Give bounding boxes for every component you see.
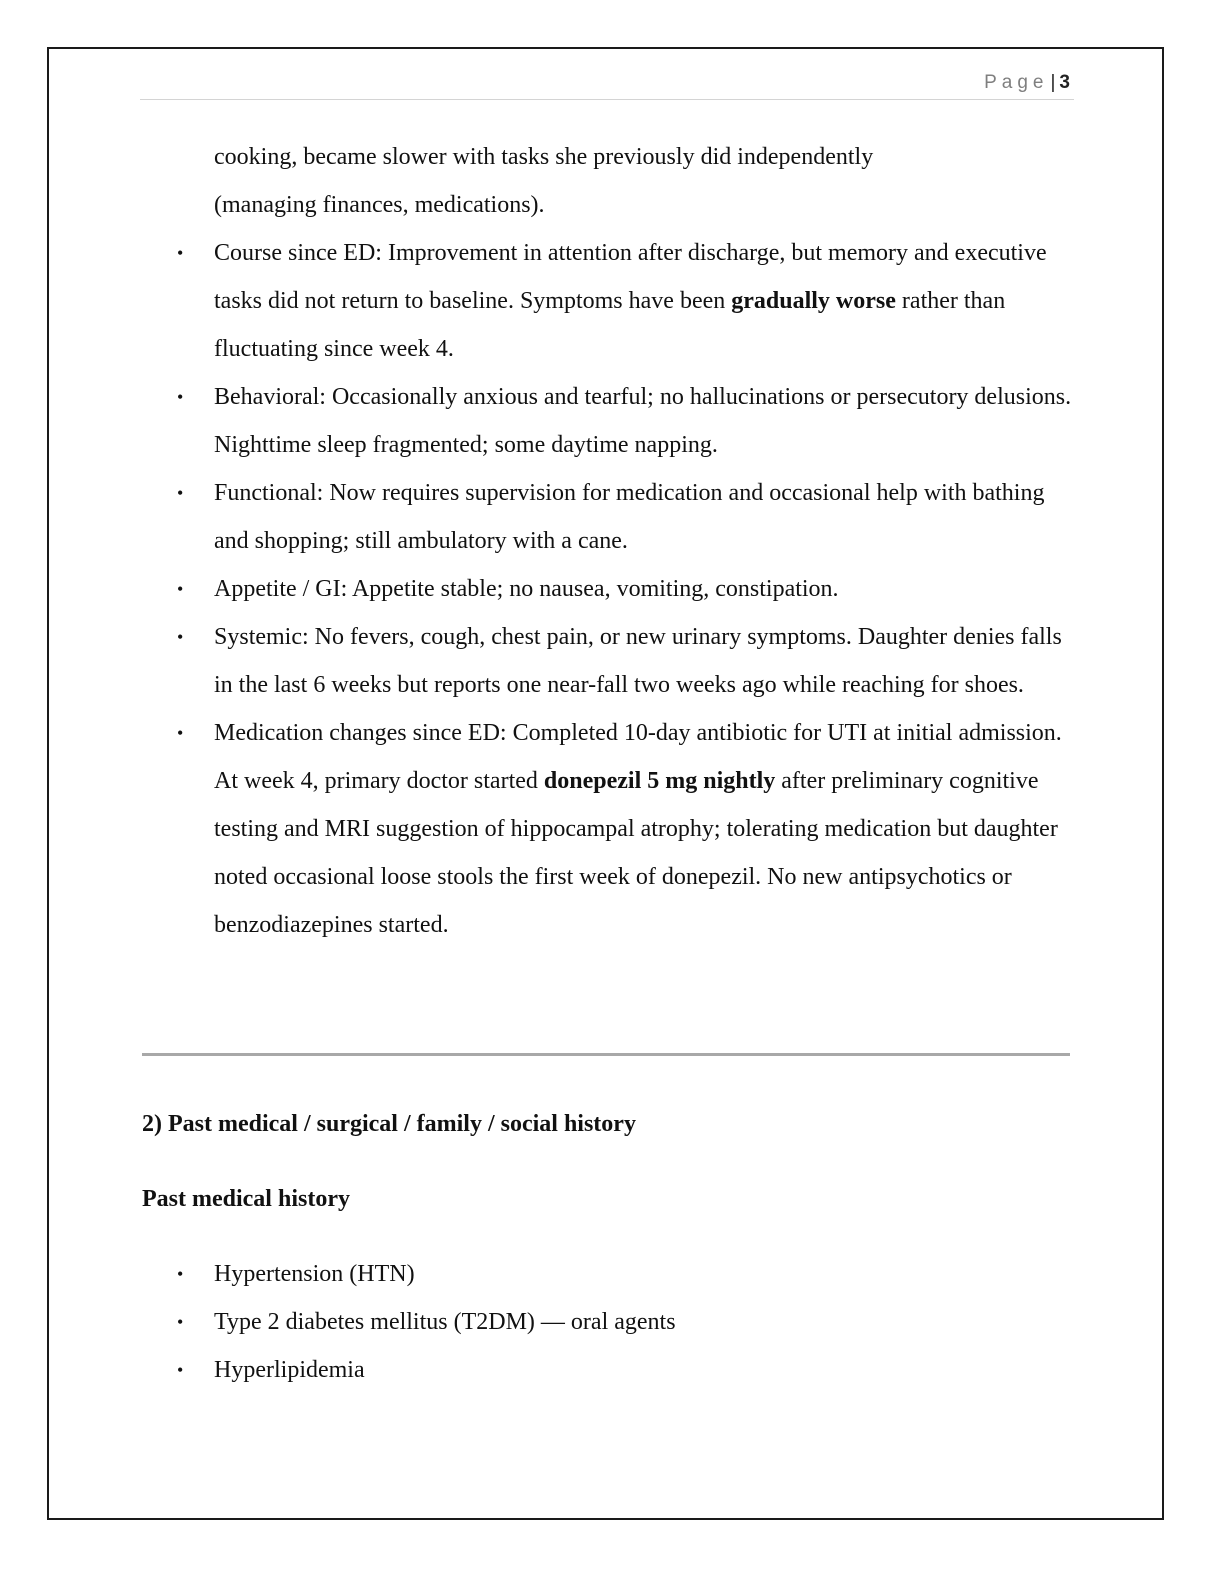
list-item bbox=[142, 373, 1074, 469]
symptom-list bbox=[142, 229, 1074, 949]
bullet-icon: • bbox=[177, 1360, 184, 1380]
emphasis-text: gradually worse bbox=[731, 288, 896, 314]
horizontal-divider bbox=[142, 1053, 1070, 1056]
list-item bbox=[142, 1250, 1074, 1298]
list-item-text: after preliminary cognitive testing and MRI suggestion of hippocampal atrophy; tolerating medication but daughter noted occasional loose stools the first week of donepezil. No new antipsychotics or benzodiazepines started. bbox=[214, 768, 1058, 938]
bullet-icon: • bbox=[177, 1312, 184, 1332]
continued-paragraph bbox=[142, 133, 1074, 229]
bullet-icon: • bbox=[177, 1264, 184, 1284]
list-item-text: Hyperlipidemia bbox=[214, 1357, 365, 1383]
list-item bbox=[142, 565, 1074, 613]
list-item-text: Type 2 diabetes mellitus (T2DM) — oral agents bbox=[214, 1309, 676, 1335]
sub-heading: Past medical history bbox=[142, 1186, 350, 1212]
list-item-text: Course since ED: Improvement in attention after discharge, but memory and executive tasks did not return to baseline. Symptoms have been bbox=[214, 240, 1047, 314]
list-item-text: Appetite / GI: Appetite stable; no nausea, vomiting, constipation. bbox=[214, 576, 839, 602]
list-item-text: Systemic: No fevers, cough, chest pain, or new urinary symptoms. Daughter denies falls in the last 6 weeks but reports one near-fall two weeks ago while reaching for shoes. bbox=[214, 624, 1062, 698]
list-item bbox=[142, 613, 1074, 709]
bullet-icon: • bbox=[177, 723, 184, 743]
list-item bbox=[142, 709, 1074, 949]
list-item-text: rather than fluctuating since week 4. bbox=[214, 288, 1006, 362]
list-item bbox=[142, 1298, 1074, 1346]
bullet-icon: • bbox=[177, 243, 184, 263]
bullet-icon: • bbox=[177, 387, 184, 407]
continued-line: (managing finances, medications). bbox=[214, 192, 545, 218]
page-header bbox=[140, 72, 1074, 100]
pmh-list bbox=[142, 1250, 1074, 1394]
emphasis-text: donepezil 5 mg nightly bbox=[543, 768, 776, 794]
section-heading: 2) Past medical / surgical / family / social history bbox=[142, 1111, 636, 1137]
page-separator: | bbox=[1050, 72, 1056, 93]
list-item bbox=[142, 229, 1074, 373]
list-item bbox=[142, 1346, 1074, 1394]
list-item-text: Hypertension (HTN) bbox=[214, 1261, 415, 1287]
bullet-icon: • bbox=[177, 579, 184, 599]
page-number: 3 bbox=[1059, 72, 1070, 93]
list-item-text: Medication changes since ED: Completed 10-day antibiotic for UTI at initial admission. At week 4, primary doctor started bbox=[214, 720, 1062, 794]
page-label: Page bbox=[984, 72, 1049, 93]
list-item-text: Behavioral: Occasionally anxious and tearful; no hallucinations or persecutory delusions. Nighttime sleep fragmented; some daytime napping. bbox=[214, 384, 1072, 458]
bullet-icon: • bbox=[177, 627, 184, 647]
list-item-text: Functional: Now requires supervision for medication and occasional help with bathing and shopping; still ambulatory with a cane. bbox=[214, 480, 1045, 554]
past-medical-history bbox=[142, 1250, 1074, 1394]
continued-line: cooking, became slower with tasks she previously did independently bbox=[214, 144, 874, 170]
document-body bbox=[142, 133, 1074, 949]
list-item bbox=[142, 469, 1074, 565]
bullet-icon: • bbox=[177, 483, 184, 503]
